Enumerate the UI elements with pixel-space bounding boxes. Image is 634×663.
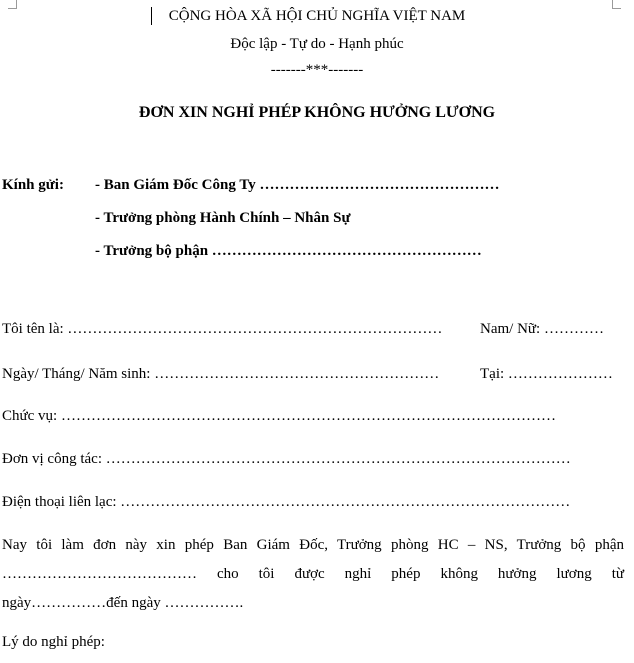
birthplace-field: Tại: ………………… [480,366,613,382]
recipient-label: Kính gửi: [2,177,64,193]
work-unit-field: Đơn vị công tác: ………………………………………………………………………………… [2,451,571,467]
leave-reason-label: Lý do nghỉ phép: [2,634,105,650]
name-field: Tôi tên là: ………………………………………………………………… [2,321,443,337]
request-paragraph-line-1: Nay tôi làm đơn này xin phép Ban Giám Đốc, Trưởng phòng HC – NS, Trưởng bộ phận [2,537,624,553]
recipient-hr-manager: - Trưởng phòng Hành Chính – Nhân Sự [95,210,351,226]
recipient-department-head: - Trưởng bộ phận ……………………………………………… [95,243,482,259]
request-paragraph-line-2: ………………………………… cho tôi được nghỉ phép không hưởng lương từ [2,566,624,582]
recipient-board-of-directors: - Ban Giám Đốc Công Ty ………………………………………… [95,177,500,193]
phone-field: Điện thoại liên lạc: ……………………………………………………………………………… [2,494,571,510]
motto: Độc lập - Tự do - Hạnh phúc [230,36,404,52]
national-header: CỘNG HÒA XÃ HỘI CHỦ NGHĨA VIỆT NAM [168,8,466,24]
document-title: ĐƠN XIN NGHỈ PHÉP KHÔNG HƯỞNG LƯƠNG [138,104,496,121]
request-paragraph-line-3: ngày……………đến ngày ……………. [2,595,244,611]
date-of-birth-field: Ngày/ Tháng/ Năm sinh: ………………………………………………… [2,366,440,382]
gender-field: Nam/ Nữ: ………… [480,321,604,337]
position-field: Chức vụ: ……………………………………………………………………………………… [2,408,556,424]
header-separator: -------***------- [270,62,364,78]
